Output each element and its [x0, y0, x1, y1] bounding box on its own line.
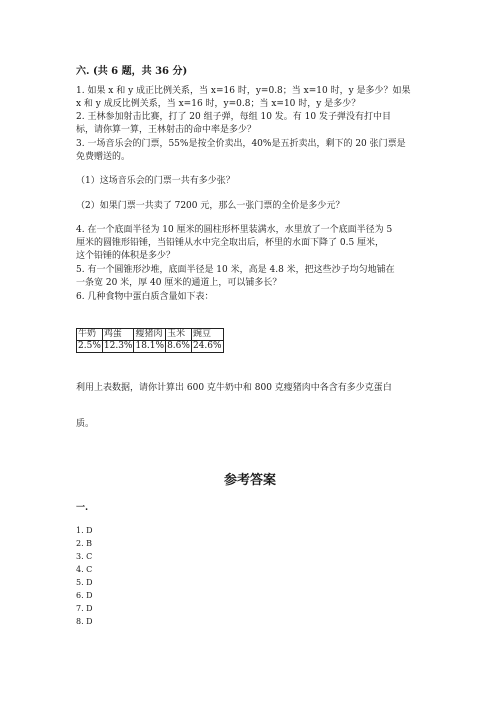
- question-line: （1）这场音乐会的门票一共有多少张？: [76, 176, 235, 186]
- question-line: 4. 在一个底面半径为 10 厘米的圆柱形杯里装满水，水里放了一个底面半径为 5: [76, 225, 393, 235]
- table-cell: 24.6%: [192, 341, 222, 351]
- question-line: 利用上表数据，请你计算出 600 克牛奶中和 800 克瘦猪肉中各含有多少克蛋白: [76, 383, 392, 393]
- table-header-row: [77, 329, 224, 341]
- question-line: 免费赠送的。: [76, 152, 131, 162]
- answer-item: 1. D: [76, 526, 93, 535]
- table-header-cell: 牛奶: [77, 329, 103, 341]
- table-header-cell: 玉米: [166, 329, 192, 341]
- answer-item: 3. C: [76, 552, 93, 561]
- question-line: 2. 王林参加射击比赛，打了 20 组子弹，每组 10 发。有 10 发子弹没有打中目: [76, 112, 391, 122]
- answer-item: 7. D: [76, 604, 93, 613]
- answer-item: 6. D: [76, 591, 93, 600]
- table-header-cell: 鸡蛋: [102, 329, 134, 341]
- table-cell: 2.5%: [78, 341, 101, 351]
- question-line: 1. 如果 x 和 y 成正比例关系，当 x=16 时，y=0.8；当 x=10 时，y 是多少？如果: [76, 86, 411, 96]
- table-header-cell: 豌豆: [191, 329, 223, 341]
- protein-table: [76, 328, 224, 353]
- question-line: 厘米的圆锥形铅锤，当铅锤从水中完全取出后，杯里的水面下降了 0.5 厘米，: [76, 238, 385, 248]
- question-line: 标，请你算一算，王林射击的命中率是多少？: [76, 125, 257, 135]
- table-row: [77, 341, 224, 353]
- question-line: 质。: [76, 419, 95, 429]
- question-line: 6. 几种食物中蛋白质含量如下表：: [76, 292, 214, 302]
- question-line: （2）如果门票一共卖了 7200 元，那么一张门票的全价是多少元？: [76, 201, 345, 211]
- table-cell: 18.1%: [135, 341, 165, 351]
- question-line: 这个铅锤的体积是多少？: [76, 251, 176, 261]
- table-cell: 8.6%: [167, 341, 190, 351]
- question-line: 5. 有一个圆锥形沙堆，底面半径是 10 米，高是 4.8 米，把这些沙子均匀地铺在: [76, 265, 395, 275]
- question-line: 3. 一场音乐会的门票，55%是按全价卖出，40%是五折卖出，剩下的 20 张门票是: [76, 139, 406, 149]
- answer-section-label: 一.: [76, 503, 89, 513]
- table-cell: 12.3%: [103, 341, 133, 351]
- question-line: x 和 y 成反比例关系，当 x=16 时，y=0.8；当 x=10 时，y 是多少？: [76, 99, 361, 109]
- answer-item: 8. D: [76, 617, 93, 626]
- section-title: 六. (共 6 题，共 36 分): [76, 66, 188, 77]
- answer-item: 4. C: [76, 565, 93, 574]
- answer-item: 5. D: [76, 578, 93, 587]
- question-line: 一条宽 20 米，厚 40 厘米的通道上，可以铺多长？: [76, 278, 282, 288]
- table-header-cell: 瘦猪肉: [134, 329, 166, 341]
- answer-item: 2. B: [76, 539, 93, 548]
- answer-title: 参考答案: [223, 473, 276, 488]
